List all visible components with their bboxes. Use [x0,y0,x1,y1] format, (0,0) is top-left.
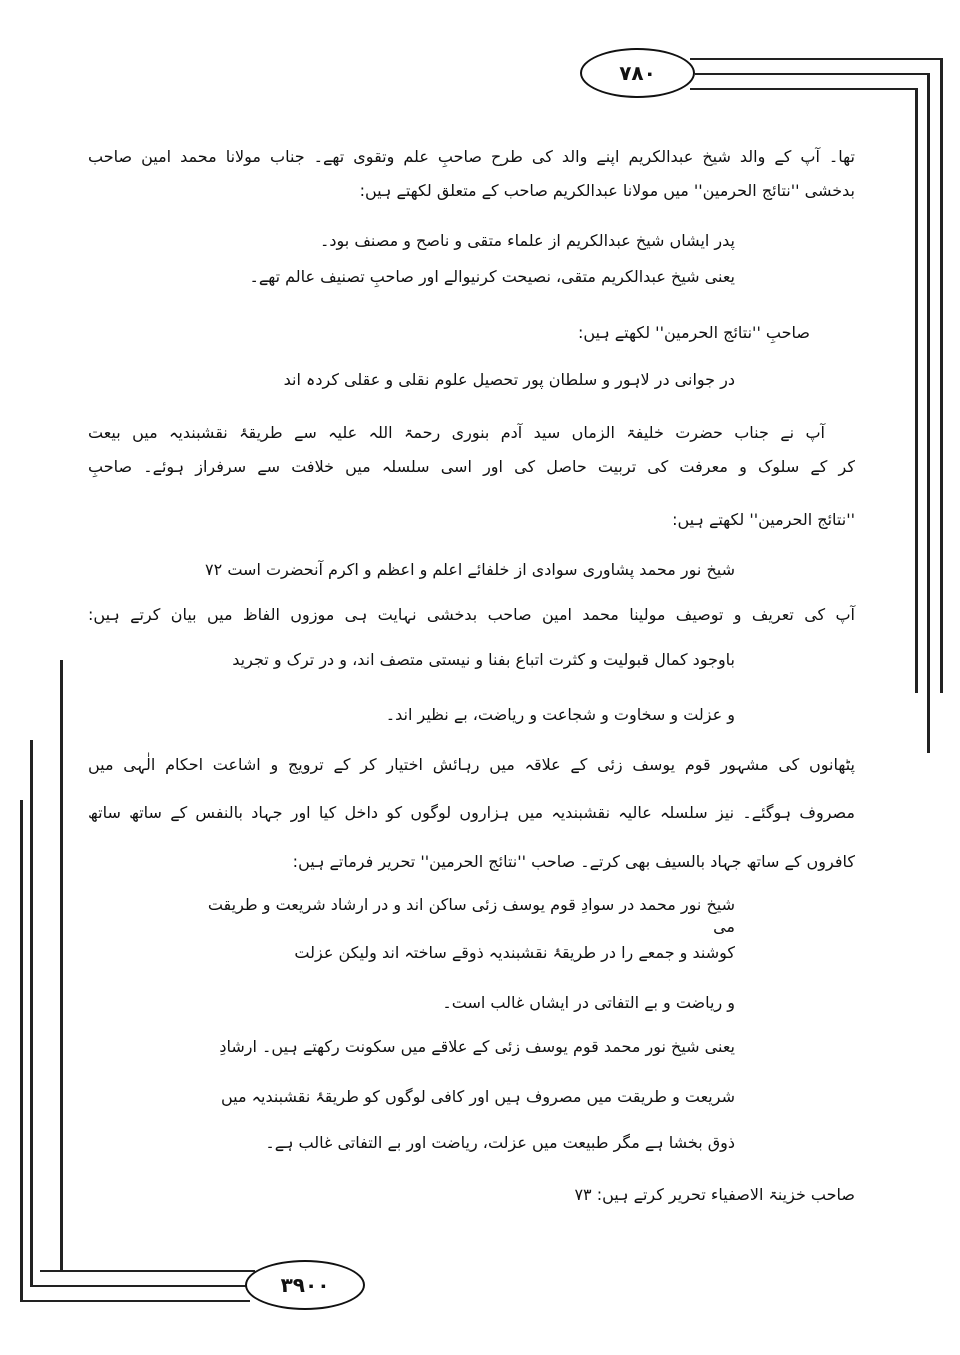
text-line: صاحبِ ''نتائج الحرمین'' لکھتے ہیں: [577,323,810,342]
text-line: کافروں کے ساتھ جہاد بالسیف بھی کرتے۔ صاحب ''نتائج الحرمین'' تحریر فرماتے ہیں: [292,852,855,871]
text-line: پٹھانوں کی مشہور قوم یوسف زئی کے علاقہ میں رہائش اختیار کر کے ترویج و اشاعت احکام الٰہی میں [88,755,855,774]
text-line: ''نتائج الحرمین'' لکھتے ہیں: [672,510,855,529]
frame-line [695,73,930,75]
frame-line [690,58,942,60]
translation-line: یعنی شیخ نور محمد قوم یوسف زئی کے علاقے میں سکونت رکھتے ہیں۔ ارشادِ [219,1037,735,1056]
quote-line: کوشند و جمعے را در طریقۂ نقشبندیہ ذوقے ساختہ اند ولیکن عزلت [294,943,735,962]
quote-line: شیخ نور محمد در سوادِ قوم یوسف زئی ساکن اند و در ارشاد شریعت و طریقت می [207,895,735,936]
frame-line [30,740,33,1287]
frame-line [940,58,943,693]
text-line: صاحب خزینۃ الاصفیاء تحریر کرتے ہیں: ۷۳ [574,1185,855,1204]
frame-line [915,88,918,693]
frame-line [40,1270,255,1272]
text-line: آپ نے جناب حضرت خلیفۃ الزماں سید آدم بنوری رحمۃ اللہ علیہ سے طریقۂ نقشبندیہ میں بیعت [88,423,825,442]
footer-page-number: ۳۹۰۰ [245,1260,365,1310]
quote-line: و عزلت و سخاوت و شجاعت و ریاضت، بے نظیر اند۔ [385,705,735,724]
text-line: بدخشی ''نتائج الحرمین'' میں مولانا عبدالکریم صاحب کے متعلق لکھتے ہیں: [359,181,855,200]
text-line: کر کے سلوک و معرفت کی تربیت حاصل کی اور اسی سلسلہ میں خلافت سے سرفراز ہوئے۔ صاحبِ [88,457,855,476]
frame-line [20,800,23,1302]
quote-line: و ریاضت و بے التفاتی در ایشاں غالب است۔ [442,993,735,1012]
quote-line: در جوانی در لاہور و سلطان پور تحصیل علوم نقلی و عقلی کردہ اند [283,370,735,389]
quote-line: شیخ نور محمد پشاوری سوادی از خلفائے اعلم و اعظم و اکرم آنحضرت است ۷۲ [205,560,735,579]
frame-line [927,73,930,753]
frame-line [60,660,63,1272]
text-line: مصروف ہوگئے۔ نیز سلسلہ عالیہ نقشبندیہ میں ہزاروں لوگوں کو داخل کیا اور جہاد بالنفس کے ساتھ ساتھ [88,803,855,822]
text-line: تھا۔ آپ کے والد شیخ عبدالکریم اپنے والد کی طرح صاحبِ علم وتقوی تھے۔ جناب مولانا محمد امین صاحب [88,147,855,166]
frame-line [30,1285,250,1287]
translation-line: یعنی شیخ عبدالکریم متقی، نصیحت کرنیوالے اور صاحبِ تصنیف عالم تھے۔ [249,267,735,286]
translation-line: شریعت و طریقت میں مصروف ہیں اور کافی لوگوں کو طریقۂ نقشبندیہ میں [220,1087,735,1106]
text-line: آپ کی تعریف و توصیف مولینا محمد امین صاحب بدخشی نہایت ہی موزوں الفاظ میں بیان کرتے ہیں: [88,605,855,624]
frame-line [690,88,918,90]
header-page-number: ۷۸۰ [580,48,695,98]
translation-line: ذوق بخشا ہے مگر طبیعت میں عزلت، ریاضت اور بے التفاتی غالب ہے۔ [265,1133,735,1152]
frame-line [20,1300,250,1302]
quote-line: باوجود کمال قبولیت و کثرت اتباع بفنا و نیستی متصف اند، و در ترک و تجرید [232,650,735,669]
quote-line: پدر ایشاں شیخ عبدالکریم از علماء متقی و ناصح و مصنف بود۔ [320,231,735,250]
